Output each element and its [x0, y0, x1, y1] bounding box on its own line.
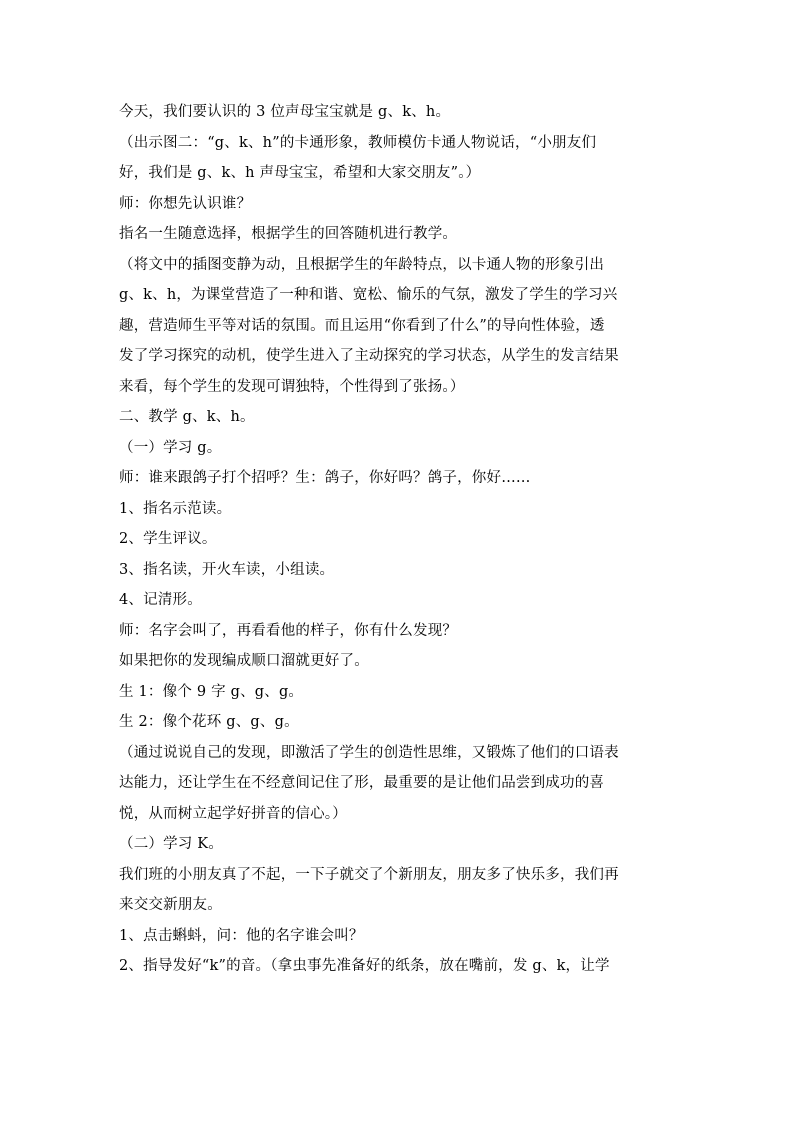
text-line: 指名一生随意选择，根据学生的回答随机进行教学。	[119, 226, 458, 242]
text-line: （出示图二：“g、k、h”的卡通形象，教师模仿卡通人物说话，“小朋友们	[119, 134, 597, 151]
subsection-heading: （一）学习 g。	[119, 439, 222, 456]
list-item: 1、点击蝌蚪，问：他的名字谁会叫？	[119, 927, 364, 944]
text-line: 师：谁来跟鸽子打个招呼？生：鸽子，你好吗？鸽子，你好……	[119, 470, 531, 486]
section-heading: 二、教学 g、k、h。	[119, 409, 255, 425]
list-item: 2、学生评议。	[119, 531, 217, 547]
text-line: 来看，每个学生的发现可谓独特，个性得到了张扬。）	[119, 378, 465, 395]
text-line: g、k、h，为课堂营造了一种和谐、宽松、愉乐的气氛，激发了学生的学习兴	[119, 287, 618, 303]
text-line: 师：你想先认识谁？	[119, 195, 252, 212]
text-line: 我们班的小朋友真了不起，一下子就交了个新朋友，朋友多了快乐多，我们再	[119, 866, 619, 883]
list-item: 2、指导发好“k”的音。（拿虫事先准备好的纸条，放在嘴前，发 g、k，让学	[119, 958, 610, 974]
text-line: 今天，我们要认识的 3 位声母宝宝就是 g、k、h。	[119, 104, 451, 120]
subsection-heading: （二）学习 K。	[119, 836, 224, 852]
text-line: （通过说说自己的发现，即激活了学生的创造性思维，又锻炼了他们的口语表	[119, 744, 619, 761]
text-line: 生 1：像个 9 字 g、g、g。	[119, 683, 304, 700]
text-line: 达能力，还让学生在不经意间记住了形，最重要的是让他们品尝到成功的喜	[119, 775, 605, 791]
text-line: （将文中的插图变静为动，且根据学生的年龄特点，以卡通人物的形象引出	[119, 256, 605, 273]
list-item: 1、指名示范读。	[119, 500, 232, 517]
text-line: 来交交新朋友。	[119, 897, 222, 913]
list-item: 4、记清形。	[119, 592, 202, 608]
text-line: 生 2：像个花环 g、g、g。	[119, 714, 299, 730]
text-line: 悦，从而树立起学好拼音的信心。）	[119, 805, 347, 822]
list-item: 3、指名读，开火车读，小组读。	[119, 561, 335, 578]
text-line: 发了学习探究的动机，使学生进入了主动探究的学习状态，从学生的发言结果	[119, 348, 619, 364]
text-line: 如果把你的发现编成顺口溜就更好了。	[119, 653, 369, 669]
text-line: 趣，营造师生平等对话的氛围。而且运用“你看到了什么”的导向性体验，透	[119, 317, 605, 334]
text-line: 好，我们是 g、k、h 声母宝宝，希望和大家交朋友”。）	[119, 165, 481, 181]
document-body	[119, 97, 679, 982]
text-line: 师：名字会叫了，再看看他的样子，你有什么发现？	[119, 622, 458, 639]
